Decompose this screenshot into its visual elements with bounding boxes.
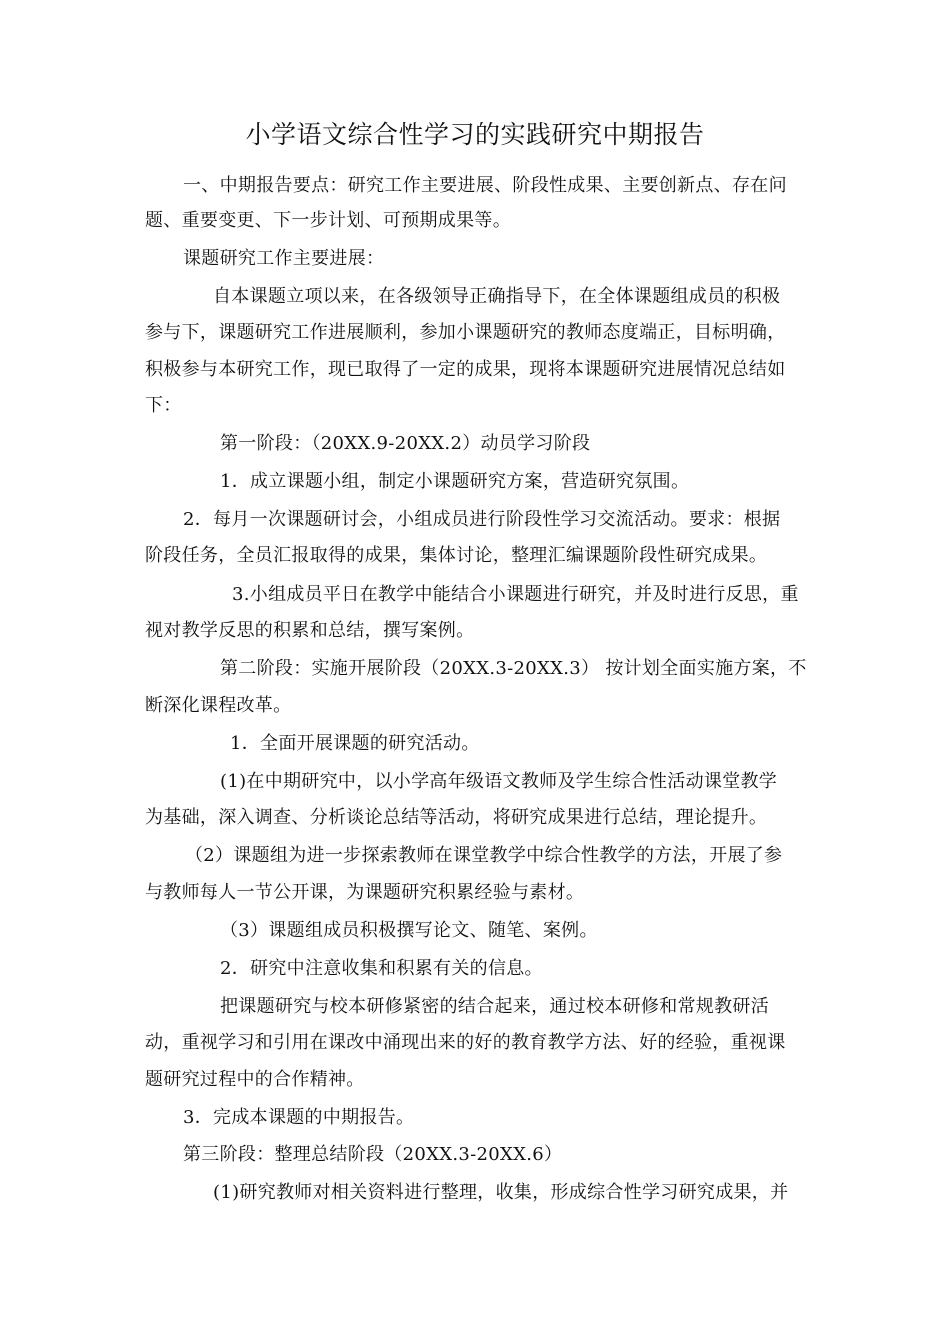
text-line: 第三阶段：整理总结阶段（20XX.3-20XX.6） (183, 1144, 563, 1165)
text-line: 自本课题立项以来，在各级领导正确指导下，在全体课题组成员的积极 (213, 286, 781, 307)
text-line: 为基础，深入调查、分析谈论总结等活动，将研究成果进行总结，理论提升。 (145, 807, 768, 828)
text-line: 2．研究中注意收集和积累有关的信息。 (220, 958, 543, 979)
text-line: 动，重视学习和引用在课改中涌现出来的好的教育教学方法、好的经验，重视课 (145, 1032, 786, 1053)
text-line: 阶段任务，全员汇报取得的成果，集体讨论，整理汇编课题阶段性研究成果。 (145, 545, 768, 566)
text-line: 积极参与本研究工作，现已取得了一定的成果，现将本课题研究进展情况总结如 (145, 359, 786, 380)
text-line: 下： (145, 395, 182, 416)
text-line: 题研究过程中的合作精神。 (145, 1069, 365, 1090)
text-line: 3．完成本课题的中期报告。 (183, 1107, 415, 1128)
text-line: 1．成立课题小组，制定小课题研究方案，营造研究氛围。 (220, 471, 690, 492)
document-title: 小学语文综合性学习的实践研究中期报告 (245, 120, 705, 149)
text-line: 第二阶段：实施开展阶段（20XX.3-20XX.3） 按计划全面实施方案，不 (220, 658, 807, 679)
text-line: 第一阶段：（20XX.9-20XX.2）动员学习阶段 (220, 433, 591, 454)
text-line: (1)研究教师对相关资料进行整理，收集，形成综合性学习研究成果，并 (213, 1182, 789, 1203)
text-line: 与教师每人一节公开课，为课题研究积累经验与素材。 (145, 882, 585, 903)
text-line: (1)在中期研究中，以小学高年级语文教师及学生综合性活动课堂教学 (220, 771, 778, 792)
text-line: 3.小组成员平日在教学中能结合小课题进行研究，并及时进行反思，重 (232, 584, 799, 605)
text-line: 把课题研究与校本研修紧密的结合起来，通过校本研修和常规教研活 (220, 996, 769, 1017)
text-line: 一、中期报告要点：研究工作主要进展、阶段性成果、主要创新点、存在问 (183, 175, 787, 196)
text-line: 课题研究工作主要进展： (183, 248, 385, 269)
text-line: 题、重要变更、下一步计划、可预期成果等。 (145, 210, 511, 231)
text-line: 断深化课程改革。 (145, 695, 292, 716)
text-line: 1．全面开展课题的研究活动。 (230, 733, 480, 754)
text-line: 视对教学反思的积累和总结，撰写案例。 (145, 620, 475, 641)
text-line: 参与下，课题研究工作进展顺利，参加小课题研究的教师态度端正，目标明确， (145, 322, 786, 343)
text-line: （3）课题组成员积极撰写论文、随笔、案例。 (220, 920, 598, 941)
text-line: （2）课题组为进一步探索教师在课堂教学中综合性教学的方法，开展了参 (185, 845, 783, 866)
text-line: 2．每月一次课题研讨会，小组成员进行阶段性学习交流活动。要求：根据 (183, 509, 781, 530)
